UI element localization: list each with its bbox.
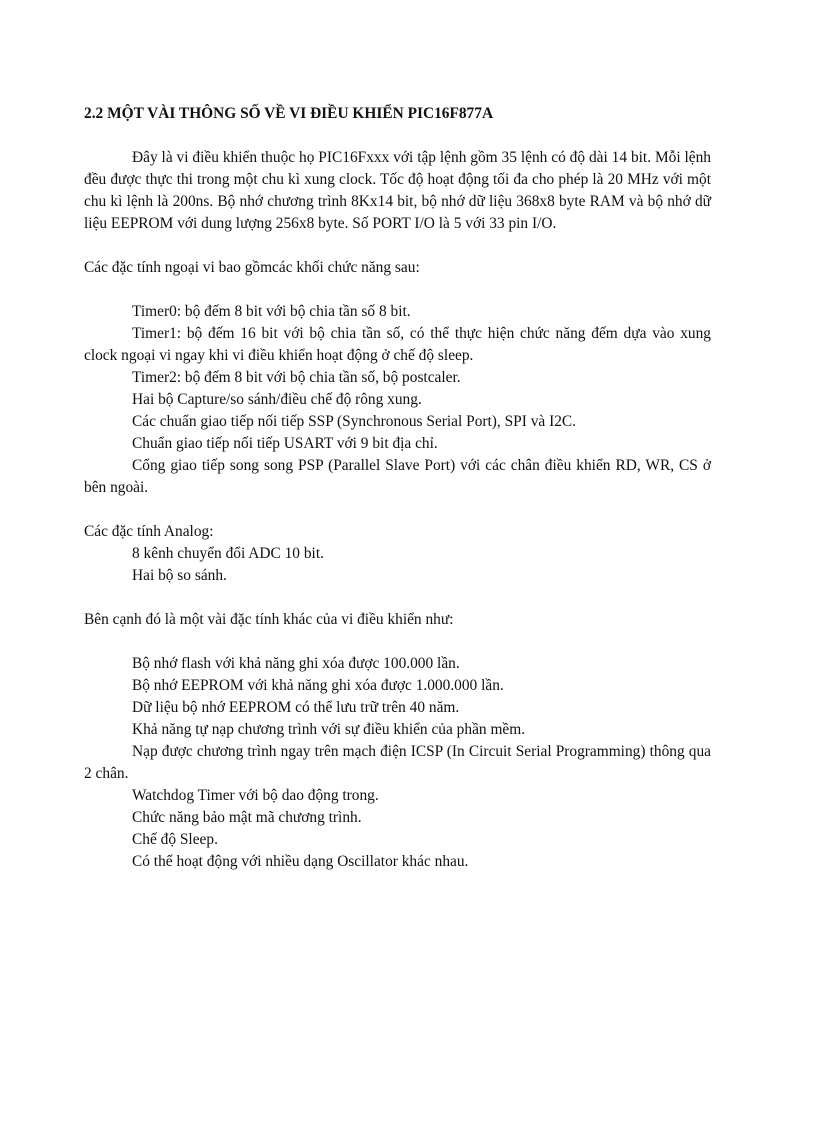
list-item: Watchdog Timer với bộ dao động trong. — [132, 787, 379, 804]
intro-paragraph: Đây là vi điều khiển thuộc họ PIC16Fxxx với tập lệnh gồm 35 lệnh có độ dài 14 bit. Mỗi lệnh đều được thực thi trong một chu kì xung clock. Tốc độ hoạt động tối đa cho phép là 20 MHz với một chu kì lệnh là 200ns. Bộ nhớ chương trình 8Kx14 bit, bộ nhớ dữ liệu 368x8 byte RAM và bộ nhớ dữ liệu EEPROM với dung lượng 256x8 byte. Số PORT I/O là 5 với 33 pin I/O. — [84, 149, 711, 232]
list-item: Các chuẩn giao tiếp nối tiếp SSP (Synchronous Serial Port), SPI và I2C. — [132, 413, 577, 430]
peripheral-heading: Các đặc tính ngoại vi bao gồmcác khối chức năng sau: — [84, 259, 420, 276]
spacer — [84, 235, 711, 257]
list-item: Nạp được chương trình ngay trên mạch điện ICSP (In Circuit Serial Programming) thông qua 2 chân. — [84, 743, 711, 782]
spacer — [84, 587, 711, 609]
list-item: Hai bộ Capture/so sánh/điều chế độ rông xung. — [132, 391, 422, 408]
spacer — [84, 279, 711, 301]
list-item: 8 kênh chuyển đổi ADC 10 bit. — [132, 545, 324, 562]
list-item: Chức năng bảo mật mã chương trình. — [132, 809, 362, 826]
analog-heading: Các đặc tính Analog: — [84, 523, 214, 540]
list-item: Chế độ Sleep. — [132, 831, 218, 848]
list-item: Chuẩn giao tiếp nối tiếp USART với 9 bit địa chỉ. — [132, 435, 438, 452]
list-item: Có thể hoạt động với nhiều dạng Oscillator khác nhau. — [132, 853, 469, 870]
other-heading: Bên cạnh đó là một vài đặc tính khác của vi điều khiển như: — [84, 611, 454, 628]
list-item: Hai bộ so sánh. — [132, 567, 227, 584]
list-item: Cổng giao tiếp song song PSP (Parallel Slave Port) với các chân điều khiển RD, WR, CS ở bên ngoài. — [84, 457, 711, 496]
section-title: 2.2 MỘT VÀI THÔNG SỐ VỀ VI ĐIỀU KHIỂN PIC16F877A — [84, 105, 494, 122]
list-item: Timer0: bộ đếm 8 bit với bộ chia tần số 8 bit. — [132, 303, 411, 320]
list-item: Bộ nhớ EEPROM với khả năng ghi xóa được 1.000.000 lần. — [132, 677, 504, 694]
document-page — [84, 103, 711, 873]
spacer — [84, 499, 711, 521]
list-item: Bộ nhớ flash với khả năng ghi xóa được 100.000 lần. — [132, 655, 460, 672]
list-item: Dữ liệu bộ nhớ EEPROM có thể lưu trữ trên 40 năm. — [132, 699, 460, 716]
list-item: Khả năng tự nạp chương trình với sự điều khiển của phần mềm. — [132, 721, 526, 738]
spacer — [84, 631, 711, 653]
list-item: Timer2: bộ đếm 8 bit với bộ chia tần số, bộ postcaler. — [132, 369, 461, 386]
list-item: Timer1: bộ đếm 16 bit với bộ chia tần số, có thể thực hiện chức năng đếm dựa vào xung clock ngoại vi ngay khi vi điều khiển hoạt động ở chế độ sleep. — [84, 325, 711, 364]
